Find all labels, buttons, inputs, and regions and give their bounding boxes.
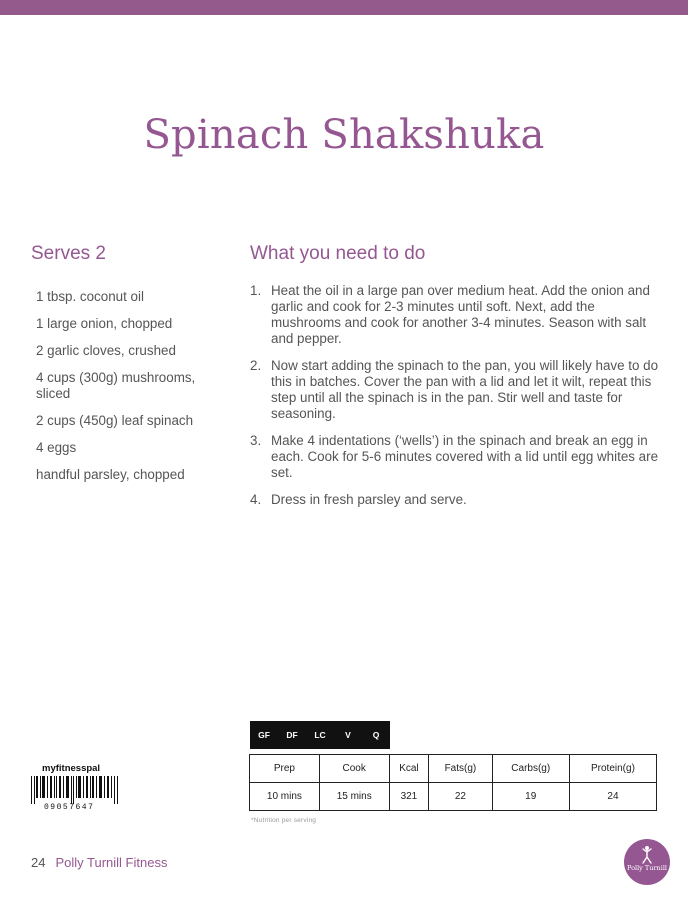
top-accent-bar: [0, 0, 688, 15]
nutrition-value-cell: 321: [389, 783, 429, 811]
ingredient-item: 4 cups (300g) mushrooms, sliced: [36, 370, 196, 401]
nutrition-value-cell: 10 mins: [250, 783, 320, 811]
step-number: 2.: [250, 358, 262, 373]
barcode-number: 09057647: [44, 803, 95, 812]
step-text: Make 4 indentations (‘wells’) in the spinach and break an egg in each. Cook for 5-6 minutes covered with a lid until egg whites are set.: [271, 433, 659, 480]
ingredient-item: 4 eggs: [36, 440, 77, 455]
step-text: Now start adding the spinach to the pan, you will likely have to do this in batches. Cover the pan with a lid and let it wilt, repeat this step until all the spinach is in the pan. Stir well and taste for seasoning.: [271, 358, 659, 421]
ingredient-item: 1 tbsp. coconut oil: [36, 289, 144, 304]
serves-heading: Serves 2: [31, 243, 106, 264]
low-carb-badge: LC: [306, 721, 334, 749]
nutrition-header-row: [250, 755, 657, 783]
nutrition-value-row: [250, 783, 657, 811]
vegetarian-badge: V: [334, 721, 362, 749]
nutrition-value-cell: 22: [429, 783, 492, 811]
ingredient-item: handful parsley, chopped: [36, 467, 185, 482]
barcode-icon: [31, 776, 118, 804]
ingredient-list: [36, 289, 226, 494]
page-footer: [31, 855, 167, 870]
step-text: Dress in fresh parsley and serve.: [271, 492, 467, 507]
recipe-title: Spinach Shakshuka: [143, 112, 545, 158]
step-number: 3.: [250, 433, 262, 448]
brand-name: Polly Turnill Fitness: [55, 855, 168, 870]
step-number: 4.: [250, 492, 262, 507]
nutrition-header-cell: Carbs(g): [492, 755, 569, 783]
method-step: [250, 358, 660, 422]
nutrition-value-cell: 15 mins: [319, 783, 389, 811]
quick-badge: Q: [362, 721, 390, 749]
nutrition-value-cell: 19: [492, 783, 569, 811]
method-heading: What you need to do: [250, 243, 426, 264]
step-number: 1.: [250, 283, 262, 298]
method-step: [250, 433, 660, 481]
nutrition-header-cell: Protein(g): [569, 755, 656, 783]
ingredient-item: 2 garlic cloves, crushed: [36, 343, 176, 358]
step-text: Heat the oil in a large pan over medium heat. Add the onion and garlic and cook for 2-3 minutes until soft. Next, add the mushrooms and cook for another 3-4 minutes. Season with salt and pepper.: [271, 283, 650, 346]
method-step: [250, 492, 660, 508]
gluten-free-badge: GF: [250, 721, 278, 749]
polly-turnill-logo: [624, 839, 670, 885]
nutrition-header-cell: Fats(g): [429, 755, 492, 783]
dairy-free-badge: DF: [278, 721, 306, 749]
method-steps: [250, 283, 660, 519]
logo-text: Polly Turnill: [627, 864, 667, 872]
ingredient-item: 2 cups (450g) leaf spinach: [36, 413, 194, 428]
nutrition-header-cell: Cook: [319, 755, 389, 783]
method-step: [250, 283, 660, 347]
page-number: 24: [31, 855, 46, 870]
nutrition-value-cell: 24: [569, 783, 656, 811]
nutrition-header-cell: Prep: [250, 755, 320, 783]
nutrition-header-cell: Kcal: [389, 755, 429, 783]
nutrition-table: [249, 754, 657, 811]
myfitnesspal-label: myfitnesspal: [42, 763, 101, 774]
nutrition-note: *Nutrition per serving: [251, 817, 317, 824]
ingredient-item: 1 large onion, chopped: [36, 316, 173, 331]
diet-badges: [250, 721, 390, 749]
